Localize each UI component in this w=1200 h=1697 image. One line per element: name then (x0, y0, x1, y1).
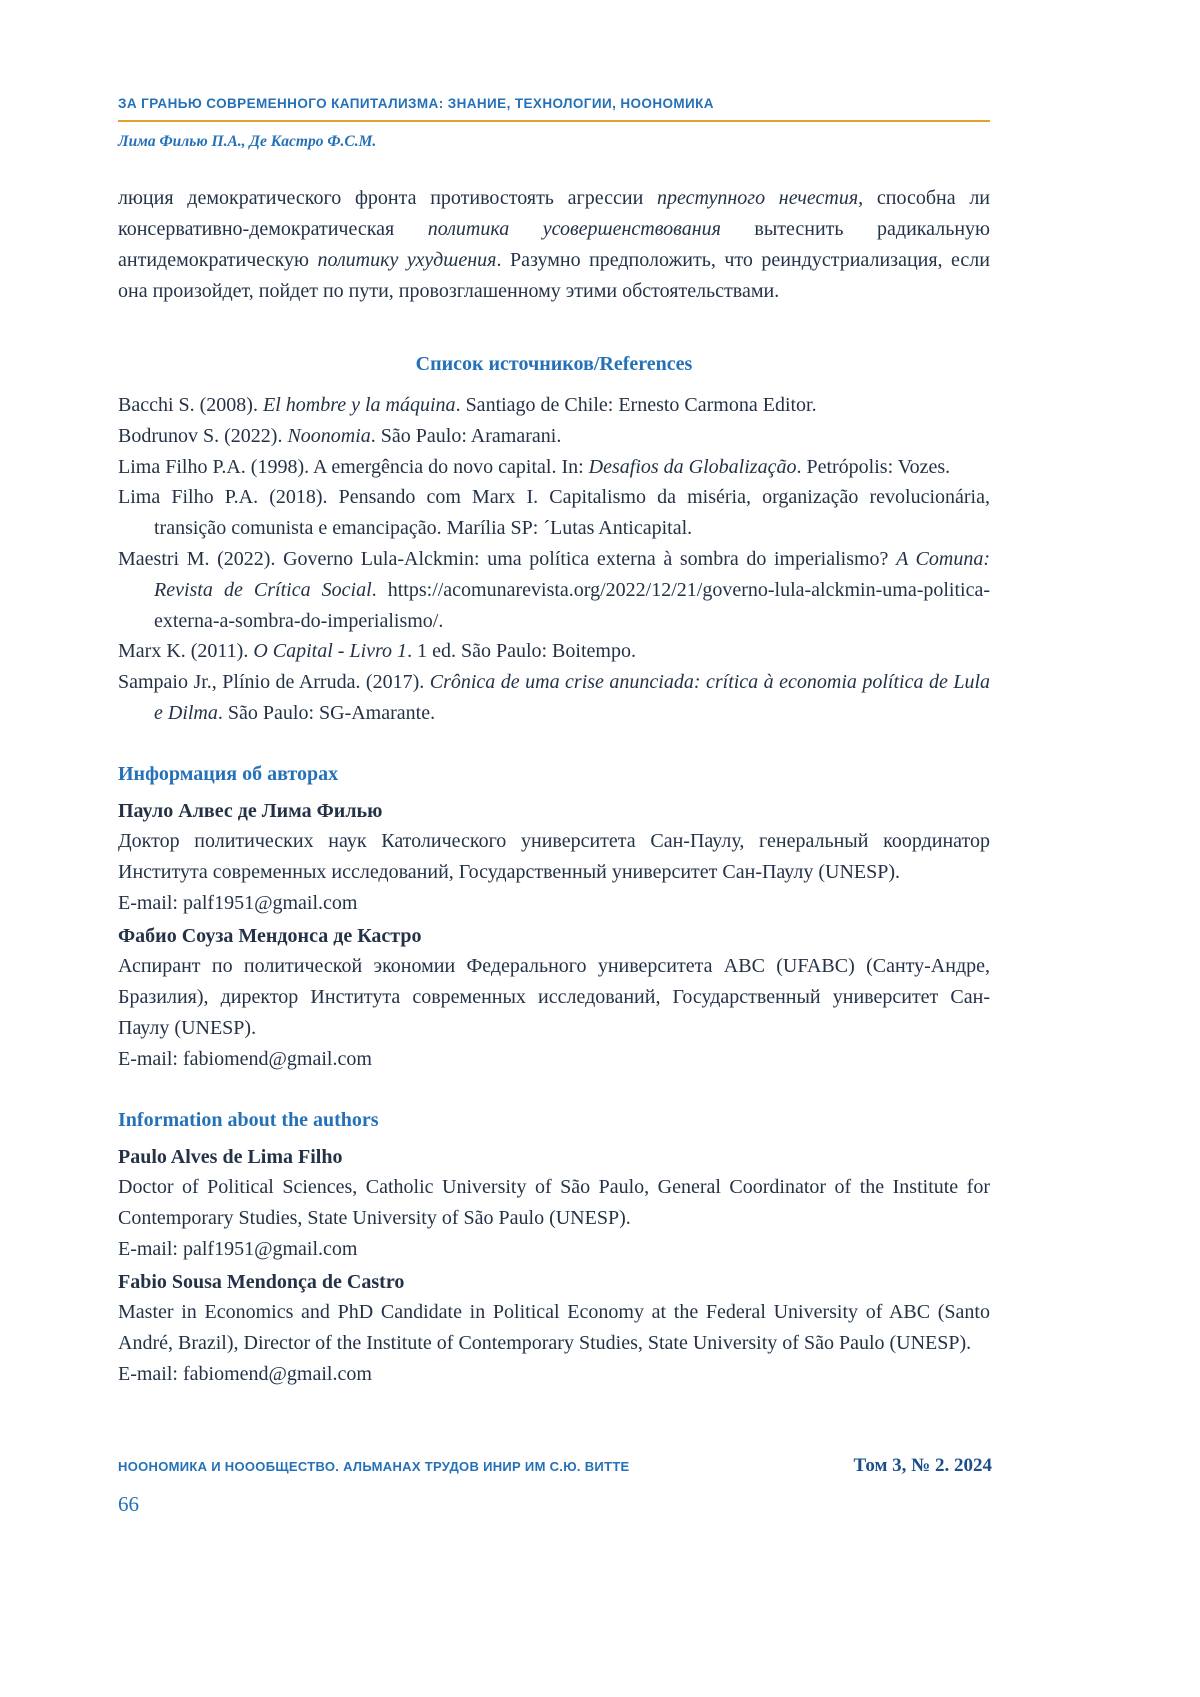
running-head: ЗА ГРАНЬЮ СОВРЕМЕННОГО КАПИТАЛИЗМА: ЗНАНИЕ, ТЕХНОЛОГИИ, НООНОМИКА (118, 96, 714, 111)
references-list (118, 390, 990, 729)
authors-ru-heading: Информация об авторах (118, 762, 339, 785)
reference-item: Bacchi S. (2008). El hombre y la máquina. Santiago de Chile: Ernesto Carmona Editor. (118, 394, 817, 416)
author-name: Фабио Соуза Мендонса де Кастро (118, 924, 422, 947)
author-name: Пауло Алвес де Лима Филью (118, 799, 383, 822)
reference-item: Marx K. (2011). O Capital - Livro 1. 1 ed. São Paulo: Boitempo. (118, 640, 636, 663)
reference-item: Lima Filho P.A. (1998). A emergência do novo capital. In: Desafios da Globalização. Petrópolis: Vozes. (118, 455, 951, 478)
byline: Лима Филью П.А., Де Кастро Ф.С.М. (118, 133, 377, 150)
authors-ru-section (118, 796, 990, 1075)
footer-journal-title: НООНОМИКА И НОООБЩЕСТВО. АЛЬМАНАХ ТРУДОВ ИНИР ИМ С.Ю. ВИТТЕ (118, 1459, 630, 1474)
author-bio: Доктор политических наук Католического университета Сан-Паулу, генеральный координатор Института современных исследований, Государственный университет Сан-Паулу (UNESP). (118, 829, 990, 883)
author-bio: Doctor of Political Sciences, Catholic University of São Paulo, General Coordinator of the Institute for Contemporary Studies, State University of São Paulo (UNESP). (118, 1175, 990, 1229)
page-number: 66 (118, 1492, 139, 1516)
header-rule (118, 120, 990, 122)
footer-volume: Том 3, № 2. 2024 (853, 1455, 992, 1476)
author-email: E-mail: fabiomend@gmail.com (118, 1047, 372, 1070)
reference-item: Bodrunov S. (2022). Noonomia. São Paulo: Aramarani. (118, 424, 562, 447)
author-bio: Аспирант по политической экономии Федерального университета ABC (UFABC) (Санту-Андре, Бразилия), директор Института современных исследований, Государственный университет Сан-Паулу (UNESP). (118, 954, 990, 1039)
footer (118, 1455, 992, 1477)
authors-en-heading: Information about the authors (118, 1108, 379, 1131)
author-email: E-mail: palf1951@gmail.com (118, 891, 358, 914)
reference-item: Maestri M. (2022). Governo Lula-Alckmin: uma política externa à sombra do imperialismo? A Comuna: Revista de Crítica Social. https://acomunarevista.org/2022/12/21/governo-lula-alckmin-uma-politica-externa-a-sombra-do-imperialismo/. (118, 547, 990, 632)
authors-en-section (118, 1142, 990, 1390)
author-email: E-mail: fabiomend@gmail.com (118, 1362, 372, 1385)
author-name: Paulo Alves de Lima Filho (118, 1145, 343, 1168)
author-name: Fabio Sousa Mendonça de Castro (118, 1270, 405, 1293)
author-bio: Master in Economics and PhD Candidate in Political Economy at the Federal University of ABC (Santo André, Brazil), Director of the Institute of Contemporary Studies, State University of São Paulo (UNESP). (118, 1300, 990, 1354)
author-email: E-mail: palf1951@gmail.com (118, 1237, 358, 1260)
lead-paragraph: люция демократического фронта противостоять агрессии преступного нечестия, способна ли консервативно-демократическая политика усовершенствования вытеснить радикальную антидемократическую политику ухудшения. Разумно предположить, что реиндустриализация, если она произойдет, пойдет по пути, провозглашенному этими обстоятельствами. (118, 187, 990, 302)
reference-item: Sampaio Jr., Plínio de Arruda. (2017). Crônica de uma crise anunciada: crítica à economia política de Lula e Dilma. São Paulo: SG-Amarante. (118, 671, 990, 724)
reference-item: Lima Filho P.A. (2018). Pensando com Marx I. Capitalismo da miséria, organização revolucionária, transição comunista e emancipação. Marília SP: ´Lutas Anticapital. (118, 486, 990, 540)
references-heading: Список источников/References (415, 353, 693, 375)
